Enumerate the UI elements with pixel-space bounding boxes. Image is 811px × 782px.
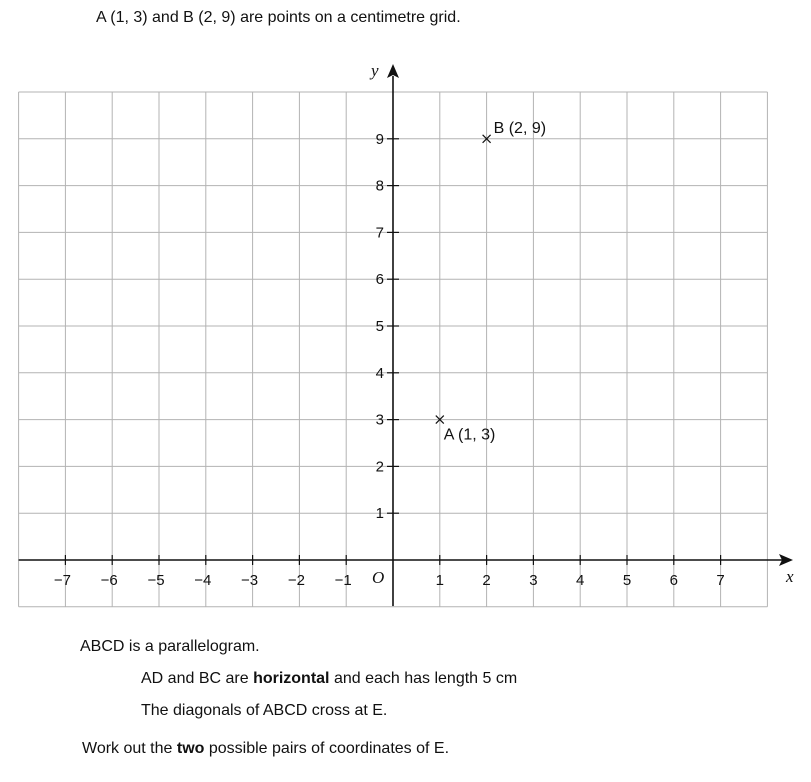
- line4-bold: two: [176, 740, 205, 757]
- line2-pre: AD and BC are: [141, 670, 249, 687]
- x-tick-label: 3: [529, 572, 538, 589]
- y-tick-label: 4: [375, 364, 384, 382]
- x-tick-label: 1: [435, 572, 444, 589]
- y-tick-label: 8: [375, 177, 384, 195]
- question-line-2: [141, 669, 517, 689]
- question-line-4: [82, 739, 449, 759]
- y-tick-label: 2: [375, 458, 384, 476]
- x-tick-label: −4: [194, 572, 212, 589]
- x-tick-label: −5: [147, 572, 165, 589]
- plotted-points: [436, 120, 546, 444]
- line2-bold: horizontal: [253, 670, 330, 687]
- x-tick-label: −2: [287, 572, 305, 589]
- line4-post: possible pairs of coordinates of E.: [208, 740, 450, 757]
- tick-labels: [54, 131, 725, 589]
- x-axis-label: x: [786, 567, 794, 586]
- question-line-1: ABCD is a parallelogram.: [80, 638, 260, 655]
- x-tick-label: 7: [716, 572, 725, 589]
- x-tick-label: −3: [241, 572, 259, 589]
- x-tick-label: −1: [334, 572, 352, 589]
- y-tick-label: 3: [375, 411, 384, 429]
- point-label: A (1, 3): [443, 426, 496, 444]
- line4-pre: Work out the: [82, 740, 173, 757]
- axes: [19, 61, 794, 606]
- line2-post: and each has length 5 cm: [333, 670, 518, 687]
- x-tick-label: 2: [482, 572, 491, 589]
- intro-text: A (1, 3) and B (2, 9) are points on a centimetre grid.: [96, 9, 461, 26]
- y-tick-label: 5: [375, 318, 384, 335]
- point-label: B (2, 9): [493, 119, 547, 137]
- y-axis-arrow: [387, 64, 399, 78]
- origin-label: O: [372, 568, 385, 587]
- x-tick-label: −7: [53, 572, 71, 589]
- x-tick-label: 4: [576, 572, 585, 589]
- x-tick-label: −6: [100, 572, 118, 589]
- y-tick-label: 1: [375, 505, 384, 523]
- question-line-3: The diagonals of ABCD cross at E.: [141, 702, 388, 719]
- y-tick-label: 6: [375, 271, 384, 289]
- y-tick-label: 7: [375, 224, 384, 242]
- y-axis-label: y: [371, 61, 379, 80]
- x-tick-label: 5: [622, 572, 632, 589]
- x-tick-label: 6: [669, 572, 678, 589]
- y-tick-label: 9: [375, 130, 384, 148]
